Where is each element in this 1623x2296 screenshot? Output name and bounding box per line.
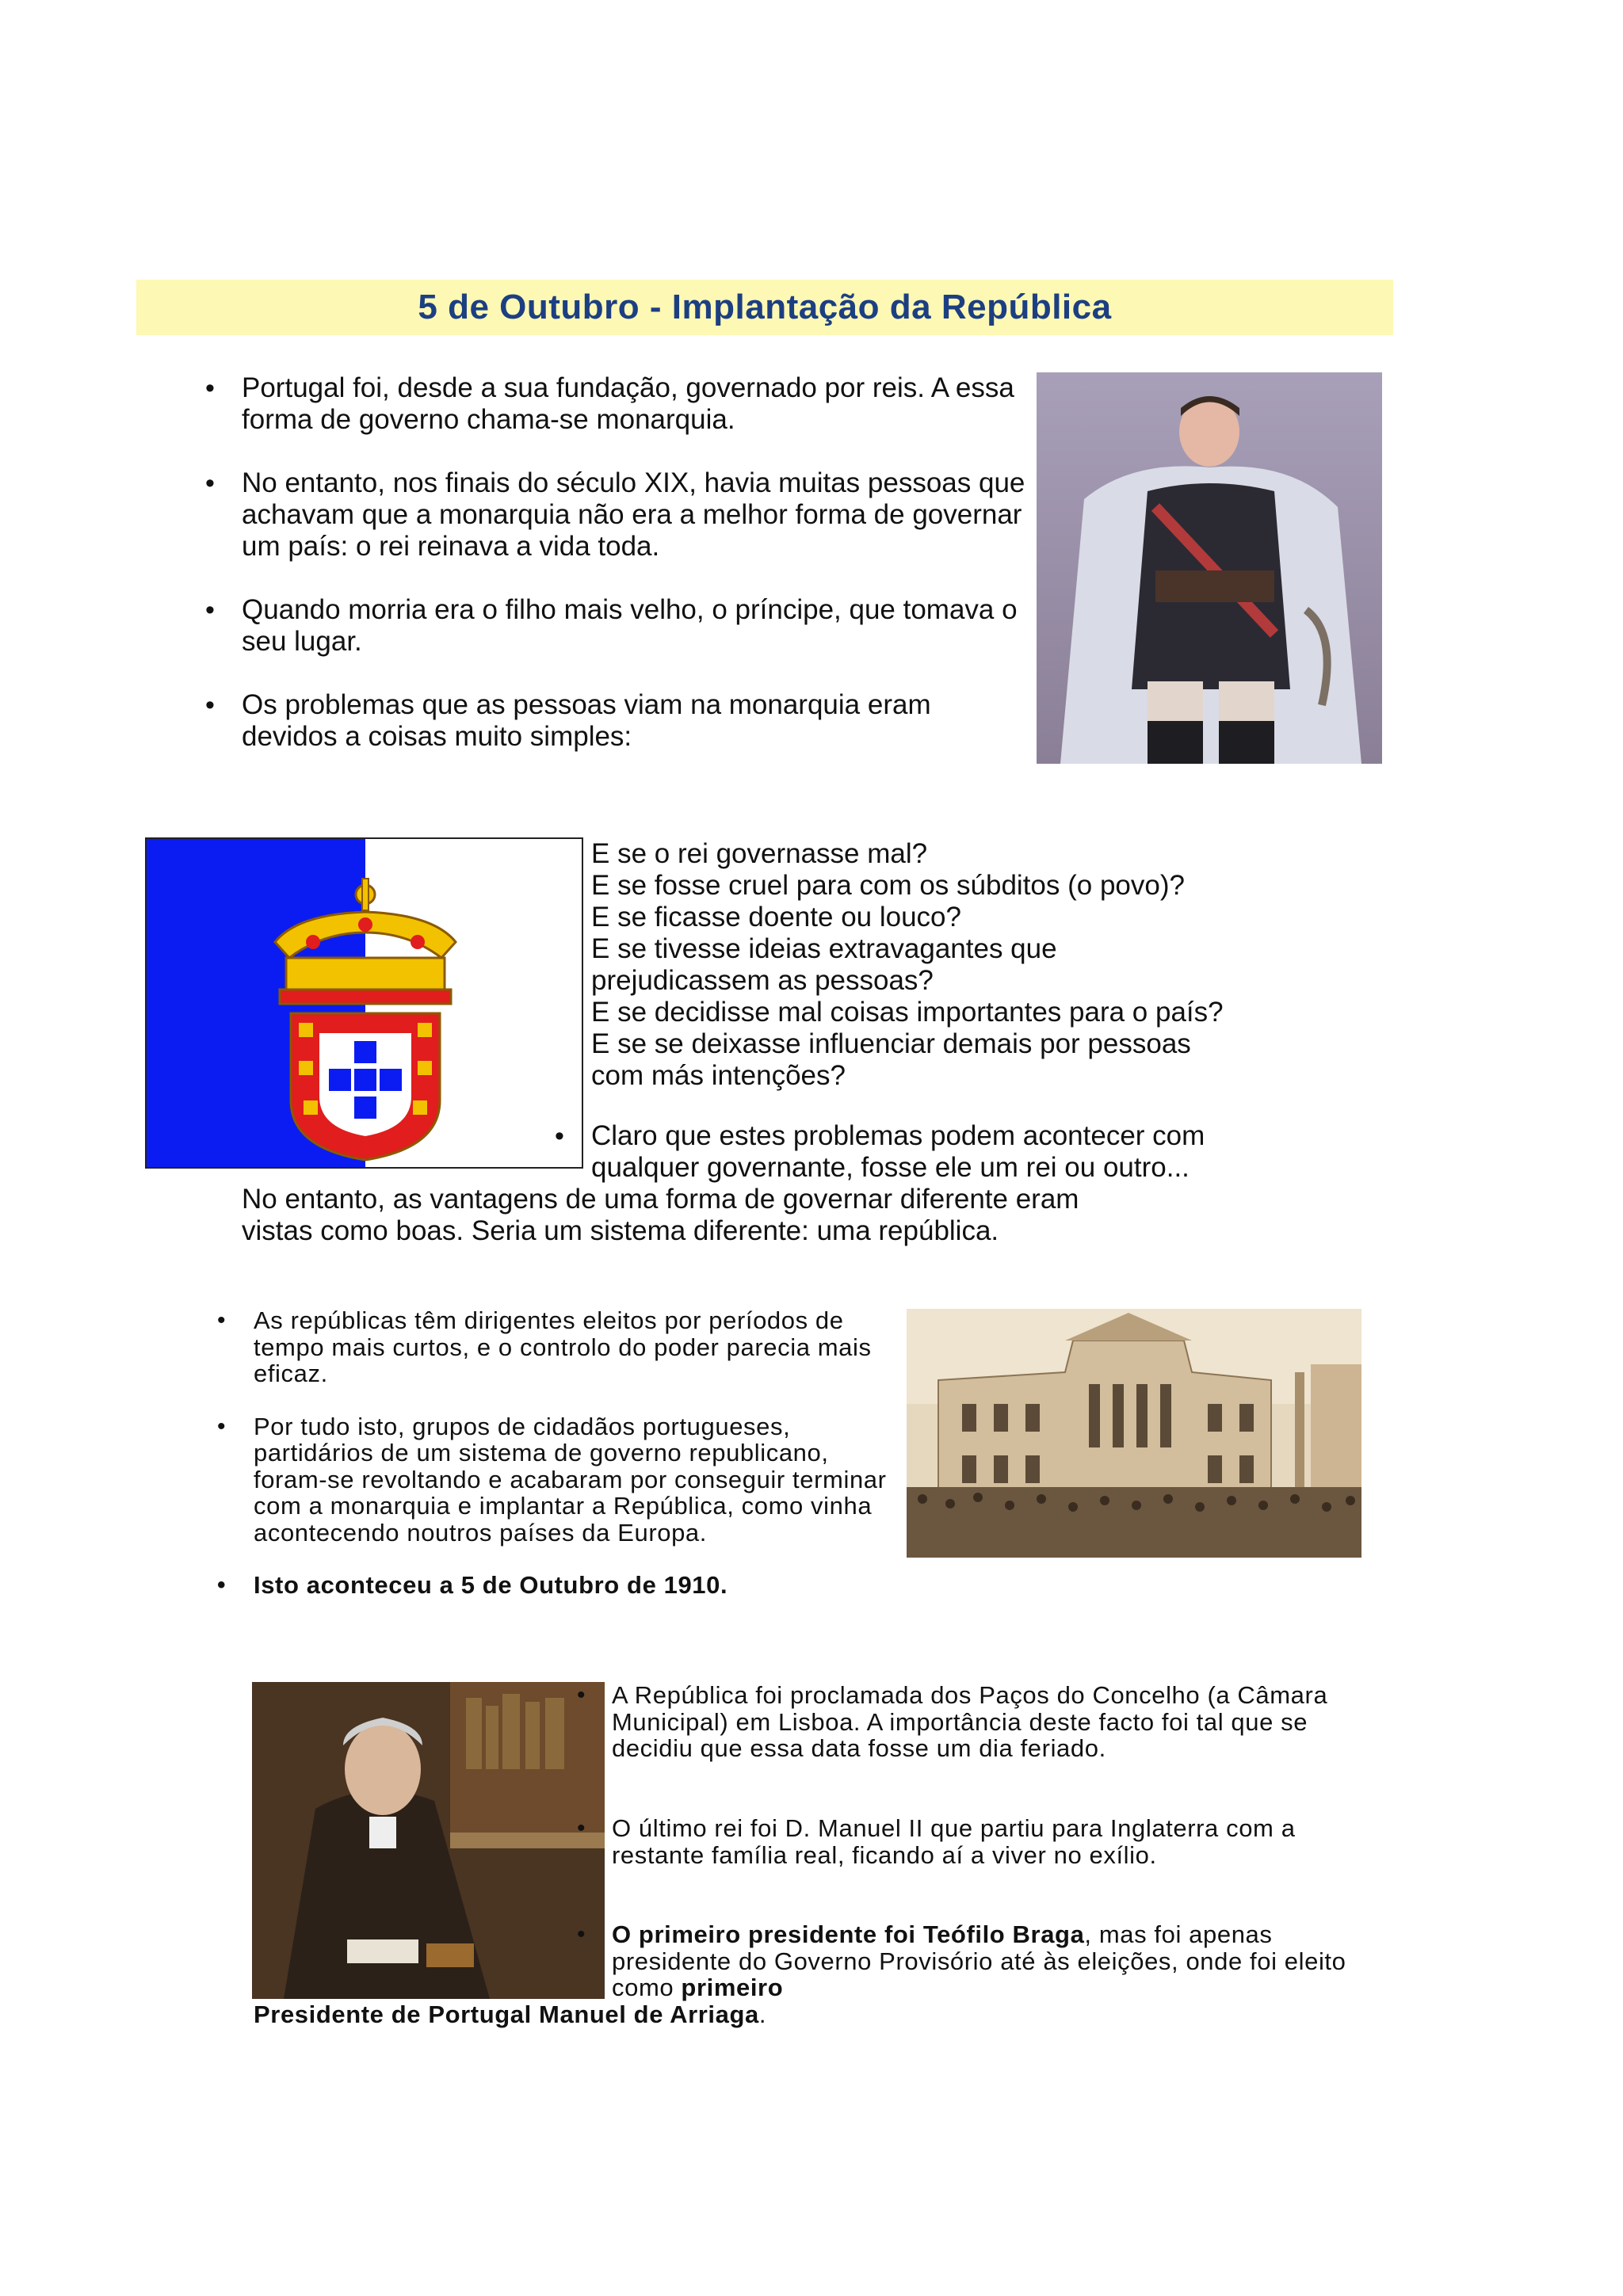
last-king-text: O último rei foi D. Manuel II que partiu para Inglaterra com a restante família real, ficando aí a viver no exílio. bbox=[612, 1814, 1296, 1869]
list-item: • Por tudo isto, grupos de cidadãos portugueses, partidários de um sistema de governo republicano, foram-se revoltando e acabaram por conseguir terminar com a monarquia e implantar a República, como vinha acontecendo noutros países da Europa. bbox=[254, 1413, 888, 1547]
claro-block: Claro que estes problemas podem acontecer com qualquer governante, fosse ele um rei ou outro... bbox=[591, 1120, 1205, 1183]
question-line: E se se deixasse influenciar demais por pessoas bbox=[591, 1028, 1191, 1059]
list-item: • Quando morria era o filho mais velho, o príncipe, que tomava o seu lugar. bbox=[242, 594, 1034, 658]
list-item: • As repúblicas têm dirigentes eleitos por períodos de tempo mais curtos, e o controlo do poder parecia mais eficaz. bbox=[254, 1307, 888, 1387]
shield-icon bbox=[291, 1013, 440, 1160]
claro-continuation: No entanto, as vantagens de uma forma de governar diferente eram vistas como boas. Seria um sistema diferente: uma república. bbox=[242, 1184, 1079, 1246]
teofilo-braga-portrait bbox=[252, 1682, 605, 1999]
bullet-marker: • bbox=[555, 1121, 564, 1151]
republic-list bbox=[254, 1307, 888, 1625]
intro-list bbox=[242, 372, 1034, 784]
king-portrait-image bbox=[1037, 372, 1382, 764]
list-item: • Os problemas que as pessoas viam na monarquia eram devidos a coisas muito simples: bbox=[242, 689, 1018, 753]
list-item: • Portugal foi, desde a sua fundação, governado por reis. A essa forma de governo chama-se monarquia. bbox=[242, 372, 1034, 436]
question-line: E se ficasse doente ou louco? bbox=[591, 902, 961, 933]
proclamation-text: A República foi proclamada dos Paços do Concelho (a Câmara Municipal) em Lisboa. A importância deste facto foi tal que se decidiu que essa data fosse um dia feriado. bbox=[612, 1681, 1328, 1762]
questions-block bbox=[591, 838, 1224, 1092]
question-line: E se o rei governasse mal? bbox=[591, 838, 928, 869]
monarchy-flag-image bbox=[145, 837, 583, 1169]
question-line: prejudicassem as pessoas? bbox=[591, 965, 934, 996]
question-line: E se fosse cruel para com os súbditos (o povo)? bbox=[591, 870, 1185, 901]
first-president-continuation: Presidente de Portugal Manuel de Arriaga. bbox=[254, 2000, 767, 2028]
list-item: • No entanto, nos finais do século XIX, havia muitas pessoas que achavam que a monarquia não era a melhor forma de governar um país: o rei reinava a vida toda. bbox=[242, 467, 1034, 563]
bullet-marker: • bbox=[577, 1921, 586, 1947]
page-title: 5 de Outubro - Implantação da República bbox=[418, 288, 1112, 326]
bullet-marker: • bbox=[577, 1682, 586, 1708]
city-hall-photo bbox=[907, 1309, 1361, 1558]
first-president-text: O primeiro presidente foi Teófilo Braga, mas foi apenas presidente do Governo Provisório até às eleições, onde foi eleito como primeiro bbox=[612, 1920, 1346, 2001]
title-banner bbox=[136, 280, 1393, 335]
bullet-marker: • bbox=[577, 1815, 586, 1841]
list-item: • Isto aconteceu a 5 de Outubro de 1910. bbox=[254, 1572, 1205, 1599]
question-line: E se tivesse ideias extravagantes que bbox=[591, 933, 1057, 964]
question-line: E se decidisse mal coisas importantes para o país? bbox=[591, 997, 1224, 1028]
question-line: com más intenções? bbox=[591, 1060, 846, 1091]
